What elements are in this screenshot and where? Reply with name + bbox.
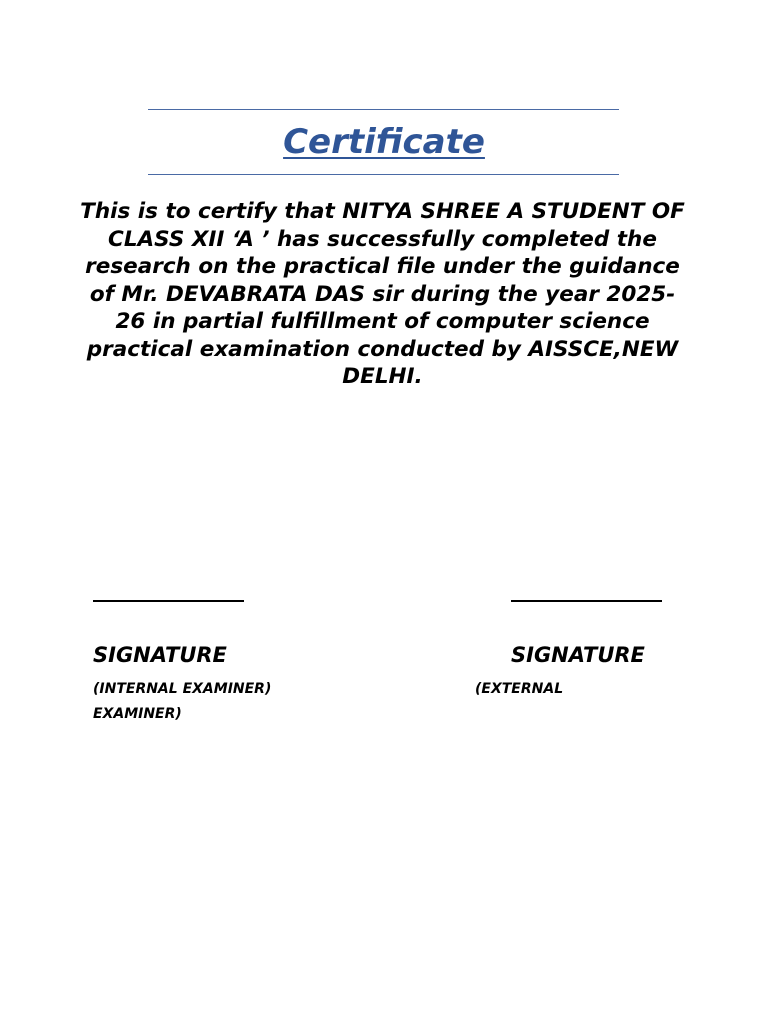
title-top-rule — [148, 109, 619, 110]
external-examiner-label-continued: EXAMINER) — [93, 706, 182, 722]
internal-examiner-label: (INTERNAL EXAMINER) — [93, 681, 272, 697]
certificate-title: Certificate — [283, 122, 485, 162]
title-bottom-rule — [148, 174, 619, 175]
internal-signature-line — [93, 600, 244, 602]
external-examiner-label: (EXTERNAL — [475, 681, 564, 697]
internal-signature-label: SIGNATURE — [93, 643, 227, 667]
external-signature-label: SIGNATURE — [511, 643, 645, 667]
certificate-body: This is to certify that NITYA SHREE A STUDENT OF CLASS XII ‘A ’ has successfully completed the research on the practical file under the guidance of Mr. DEVABRATA DAS sir during the year 2025-26 in partial fulfillment of computer science practical examination conducted by AISSCE,NEW DELHI. — [80, 199, 685, 389]
external-signature-line — [511, 600, 662, 602]
